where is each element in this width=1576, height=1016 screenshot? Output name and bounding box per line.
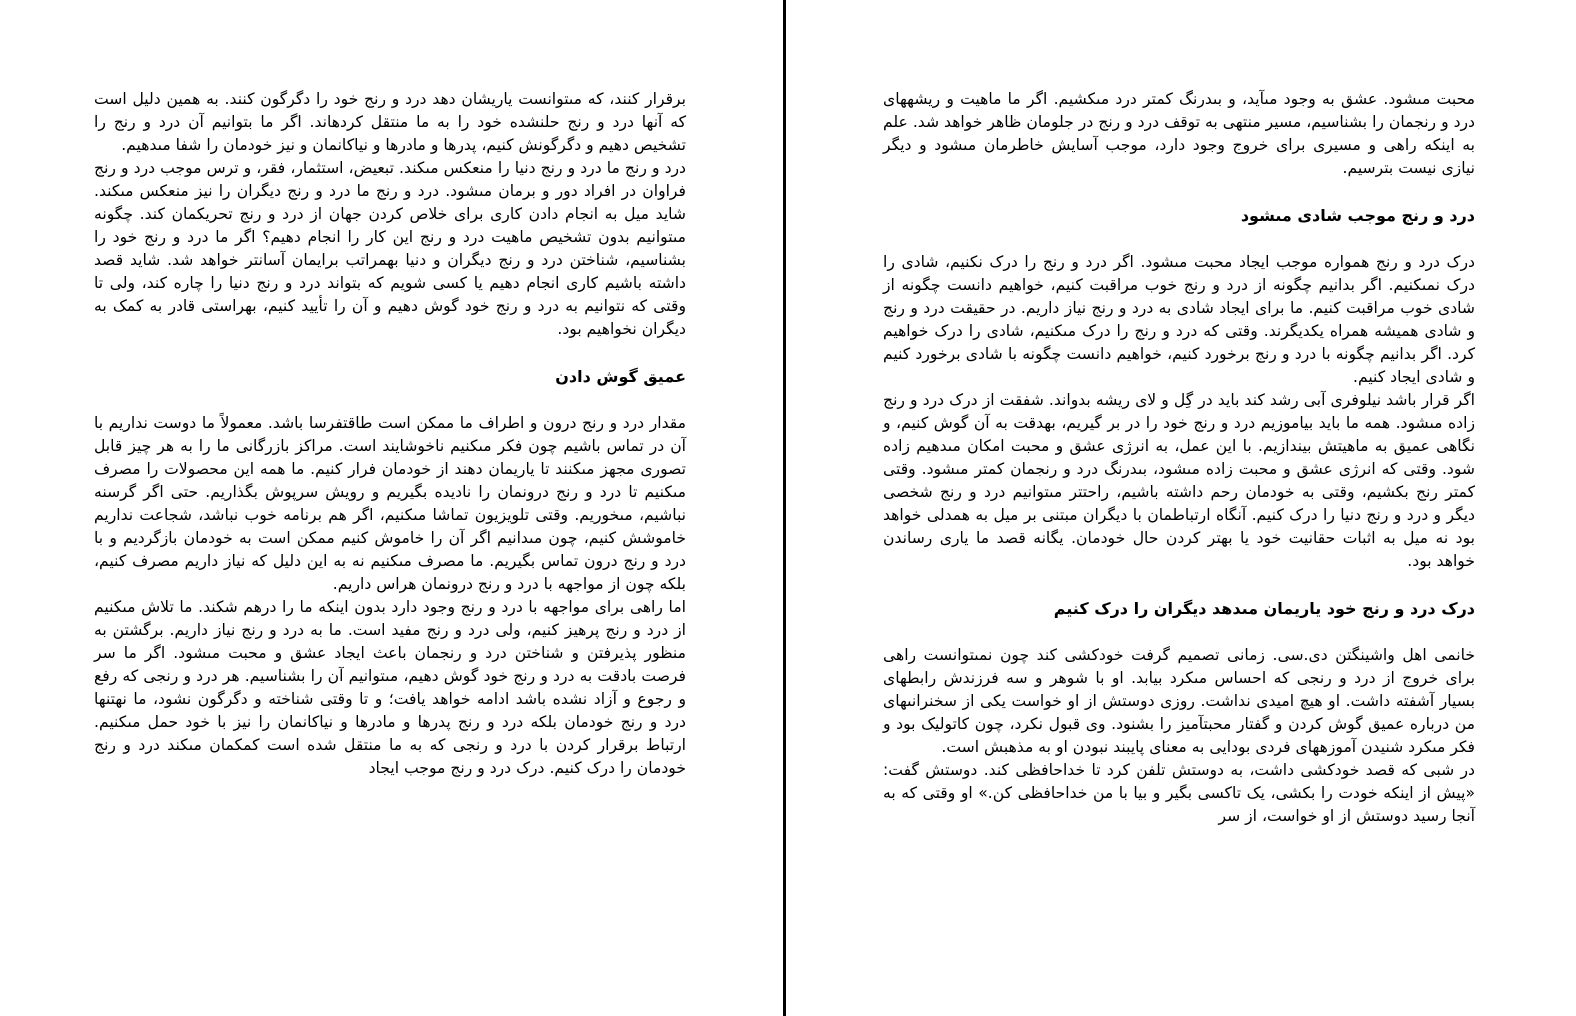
left-paragraph-3: مقدار درد و رنج درون و اطراف ما ممكن است طاقتفرسا باشد. معمولاً ما دوست نداريم با آن در تماس باشيم چون فكر مىكنيم ناخوشايند است. مراكز بازرگانى ما را به هر چيز قابل تصورى مجهز مىكنند تا ياريمان دهند از خودمان فرار كنيم. ما همه اين محصولات را مصرف مىكنيم تا درد و رنج درونمان را ناديده بگيريم و رويش سرپوش بگذاريم. حتى اگر گرسنه نباشيم، مىخوريم. وقتى تلويزيون تماشا مىكنيم، اگر هم برنامه خوب نباشد، شجاعت نداريم خاموشش كنيم، چون مىدانيم اگر آن را خاموش كنيم ممكن است به خودمان بازگرديم و با درد و رنج درون تماس بگيريم. ما مصرف مىكنيم نه به اين دليل كه نياز داريم مصرف كنيم، بلكه چون از مواجهه با درد و رنج درونمان هراس داريم.: [94, 414, 686, 593]
left-paragraph-1: برقرار كنند، كه مىتوانست ياريشان دهد درد و رنج خود را دگرگون كنند. به همين دليل است كه آنها درد و رنج حلنشده خود را به ما منتقل كردهاند. اگر ما بتوانيم آن درد و رنج را تشخيص دهيم و دگرگونش كنيم، پدرها و مادرها و نياكانمان و نيز خودمان را شفا مىدهيم.: [94, 90, 686, 154]
right-page: [883, 88, 1475, 828]
left-heading-deep-listening: عميق گوش دادن: [555, 367, 686, 386]
left-paragraph-2: درد و رنج ما درد و رنج دنيا را منعكس مىكند. تبعيض، استثمار، فقر، و ترس موجب درد و رنج فراوان در افراد دور و برمان مىشود. درد و رنج ما درد و رنج ديگران را نيز منعكس مىكند. شايد ميل به انجام دادن كارى براى خلاص كردن جهان از درد و رنج تحريكمان كند. چگونه مىتوانيم بدون تشخيص ماهيت درد و رنج اين كار را انجام دهيم؟ اگر ما درد و رنج خود را بشناسيم، شناختن درد و رنج ديگران و دنيا بهمراتب برايمان آسانتر خواهد شد. شايد قصد داشته باشيم كارى انجام دهيم يا كسى شويم كه بتواند درد و رنج دنيا را چاره كند، ولى تا وقتى كه نتوانيم به درد و رنج خود گوش دهيم و آن را تأييد كنيم، بهراستى قادر به كمک به ديگران نخواهيم بود.: [94, 159, 686, 338]
right-paragraph-5: در شبى كه قصد خودكشى داشت، به دوستش تلفن كرد تا خداحافظى كند. دوستش گفت: «پيش از اينكه خودت را بكشى، يک تاكسى بگير و بيا با من خداحافظى كن.» او وقتى كه به آنجا رسيد دوستش از او خواست، از سر: [883, 761, 1475, 825]
page-divider: [783, 0, 786, 1016]
right-paragraph-4: خانمى اهل واشينگتن دى.سى. زمانى تصميم گرفت خودكشى كند چون نمىتوانست راهى براى خروج از درد و رنجى كه احساس مىكرد بيابد. او با شوهر و سه فرزندش رابطهاى بسيار آشفته داشت. او هيچ اميدى نداشت. روزى دوستش از او خواست يكى از سخنرانىهاى من درباره عميق گوش كردن و گفتار محبتآميز را بشنود. وى قبول نكرد، چون كاتوليک بود و فكر مىكرد شنيدن آموزههاى فردى بودايى به معناى پايبند نبودن او به مذهبش است.: [883, 646, 1475, 756]
right-paragraph-1: محبت مىشود. عشق به وجود مىآيد، و بىدرنگ كمتر درد مىكشيم. اگر ما ماهيت و ريشههاى درد و رنجمان را بشناسيم، مسير منتهى به توقف درد و رنج در جلومان ظاهر خواهد شد. علم به اينكه راهى و مسيرى براى خروج وجود دارد، موجب آسايش خاطرمان مىشود و ديگر نيازى نيست بترسيم.: [883, 90, 1475, 177]
right-paragraph-2: درک درد و رنج همواره موجب ايجاد محبت مىشود. اگر درد و رنج را درک نكنيم، شادى را درک نمىكنيم. اگر بدانيم چگونه از درد و رنج خوب مراقبت كنيم، خواهيم دانست چگونه از شادى خوب مراقبت كنيم. ما براى ايجاد شادى به درد و رنج نياز داريم. در حقيقت درد و رنج و شادى هميشه همراه يكديگرند. وقتى كه درد و رنج را درک مىكنيم، شادى را درک خواهيم كرد. اگر بدانيم چگونه با درد و رنج برخورد كنيم، خواهيم دانست چگونه با شادى برخورد كنيم و شادى ايجاد كنيم.: [883, 253, 1475, 386]
right-paragraph-3: اگر قرار باشد نيلوفرى آبى رشد كند بايد در گِل و لاى ريشه بدواند. شفقت از درک درد و رنج زاده مىشود. همه ما بايد بياموزيم درد و رنج خود را در بر گيريم، بهدقت به آن گوش كنيم، و نگاهى عميق به ماهيتش بيندازيم. با اين عمل، به انرژى عشق و محبت امكان مىدهيم زاده شود. وقتى كه انرژى عشق و محبت زاده مىشود، بىدرنگ درد و رنجمان كمتر مىشود. وقتى كمتر رنج بكشيم، وقتى به خودمان رحم داشته باشيم، راحتتر مىتوانيم درد و رنج شخصى ديگر و درد و رنج دنيا را درک كنيم. آنگاه ارتباطمان با ديگران مبتنى بر ميل به همدلى خواهد بود نه ميل به اثبات حقانيت خود يا بهتر كردن حال خودمان. يگانه قصد ما يارى رساندن خواهد بود.: [883, 391, 1475, 570]
right-heading-suffering-brings-joy: درد و رنج موجب شادى مىشود: [1240, 206, 1475, 225]
right-heading-understanding-others: درک درد و رنج خود ياريمان مىدهد ديگران را درک كنيم: [1053, 599, 1475, 618]
left-page: [94, 88, 686, 780]
left-paragraph-4: اما راهى براى مواجهه با درد و رنج وجود دارد بدون اينكه ما را درهم شكند. ما تلاش مىكنيم از درد و رنج پرهيز كنيم، ولى درد و رنج مفيد است. ما به درد و رنج نياز داريم. برگشتن به منظور پذيرفتن و شناختن درد و رنجمان باعث ايجاد عشق و محبت مىشود. اگر ما سر فرصت بادقت به درد و رنج خود گوش دهيم، مىتوانيم آن را بشناسيم. هر درد و رنجى كه رفع و رجوع و آزاد نشده باشد ادامه خواهد يافت؛ و تا وقتى شناخته و دگرگون نشود، ما نهتنها درد و رنج خودمان بلكه درد و رنج پدرها و مادرها و نياكانمان را نيز با خود حمل مىكنيم. ارتباط برقرار كردن با درد و رنجى كه به ما منتقل شده است كمكمان مىكند درد و رنج خودمان را درک كنيم. درک درد و رنج موجب ايجاد: [94, 598, 686, 777]
